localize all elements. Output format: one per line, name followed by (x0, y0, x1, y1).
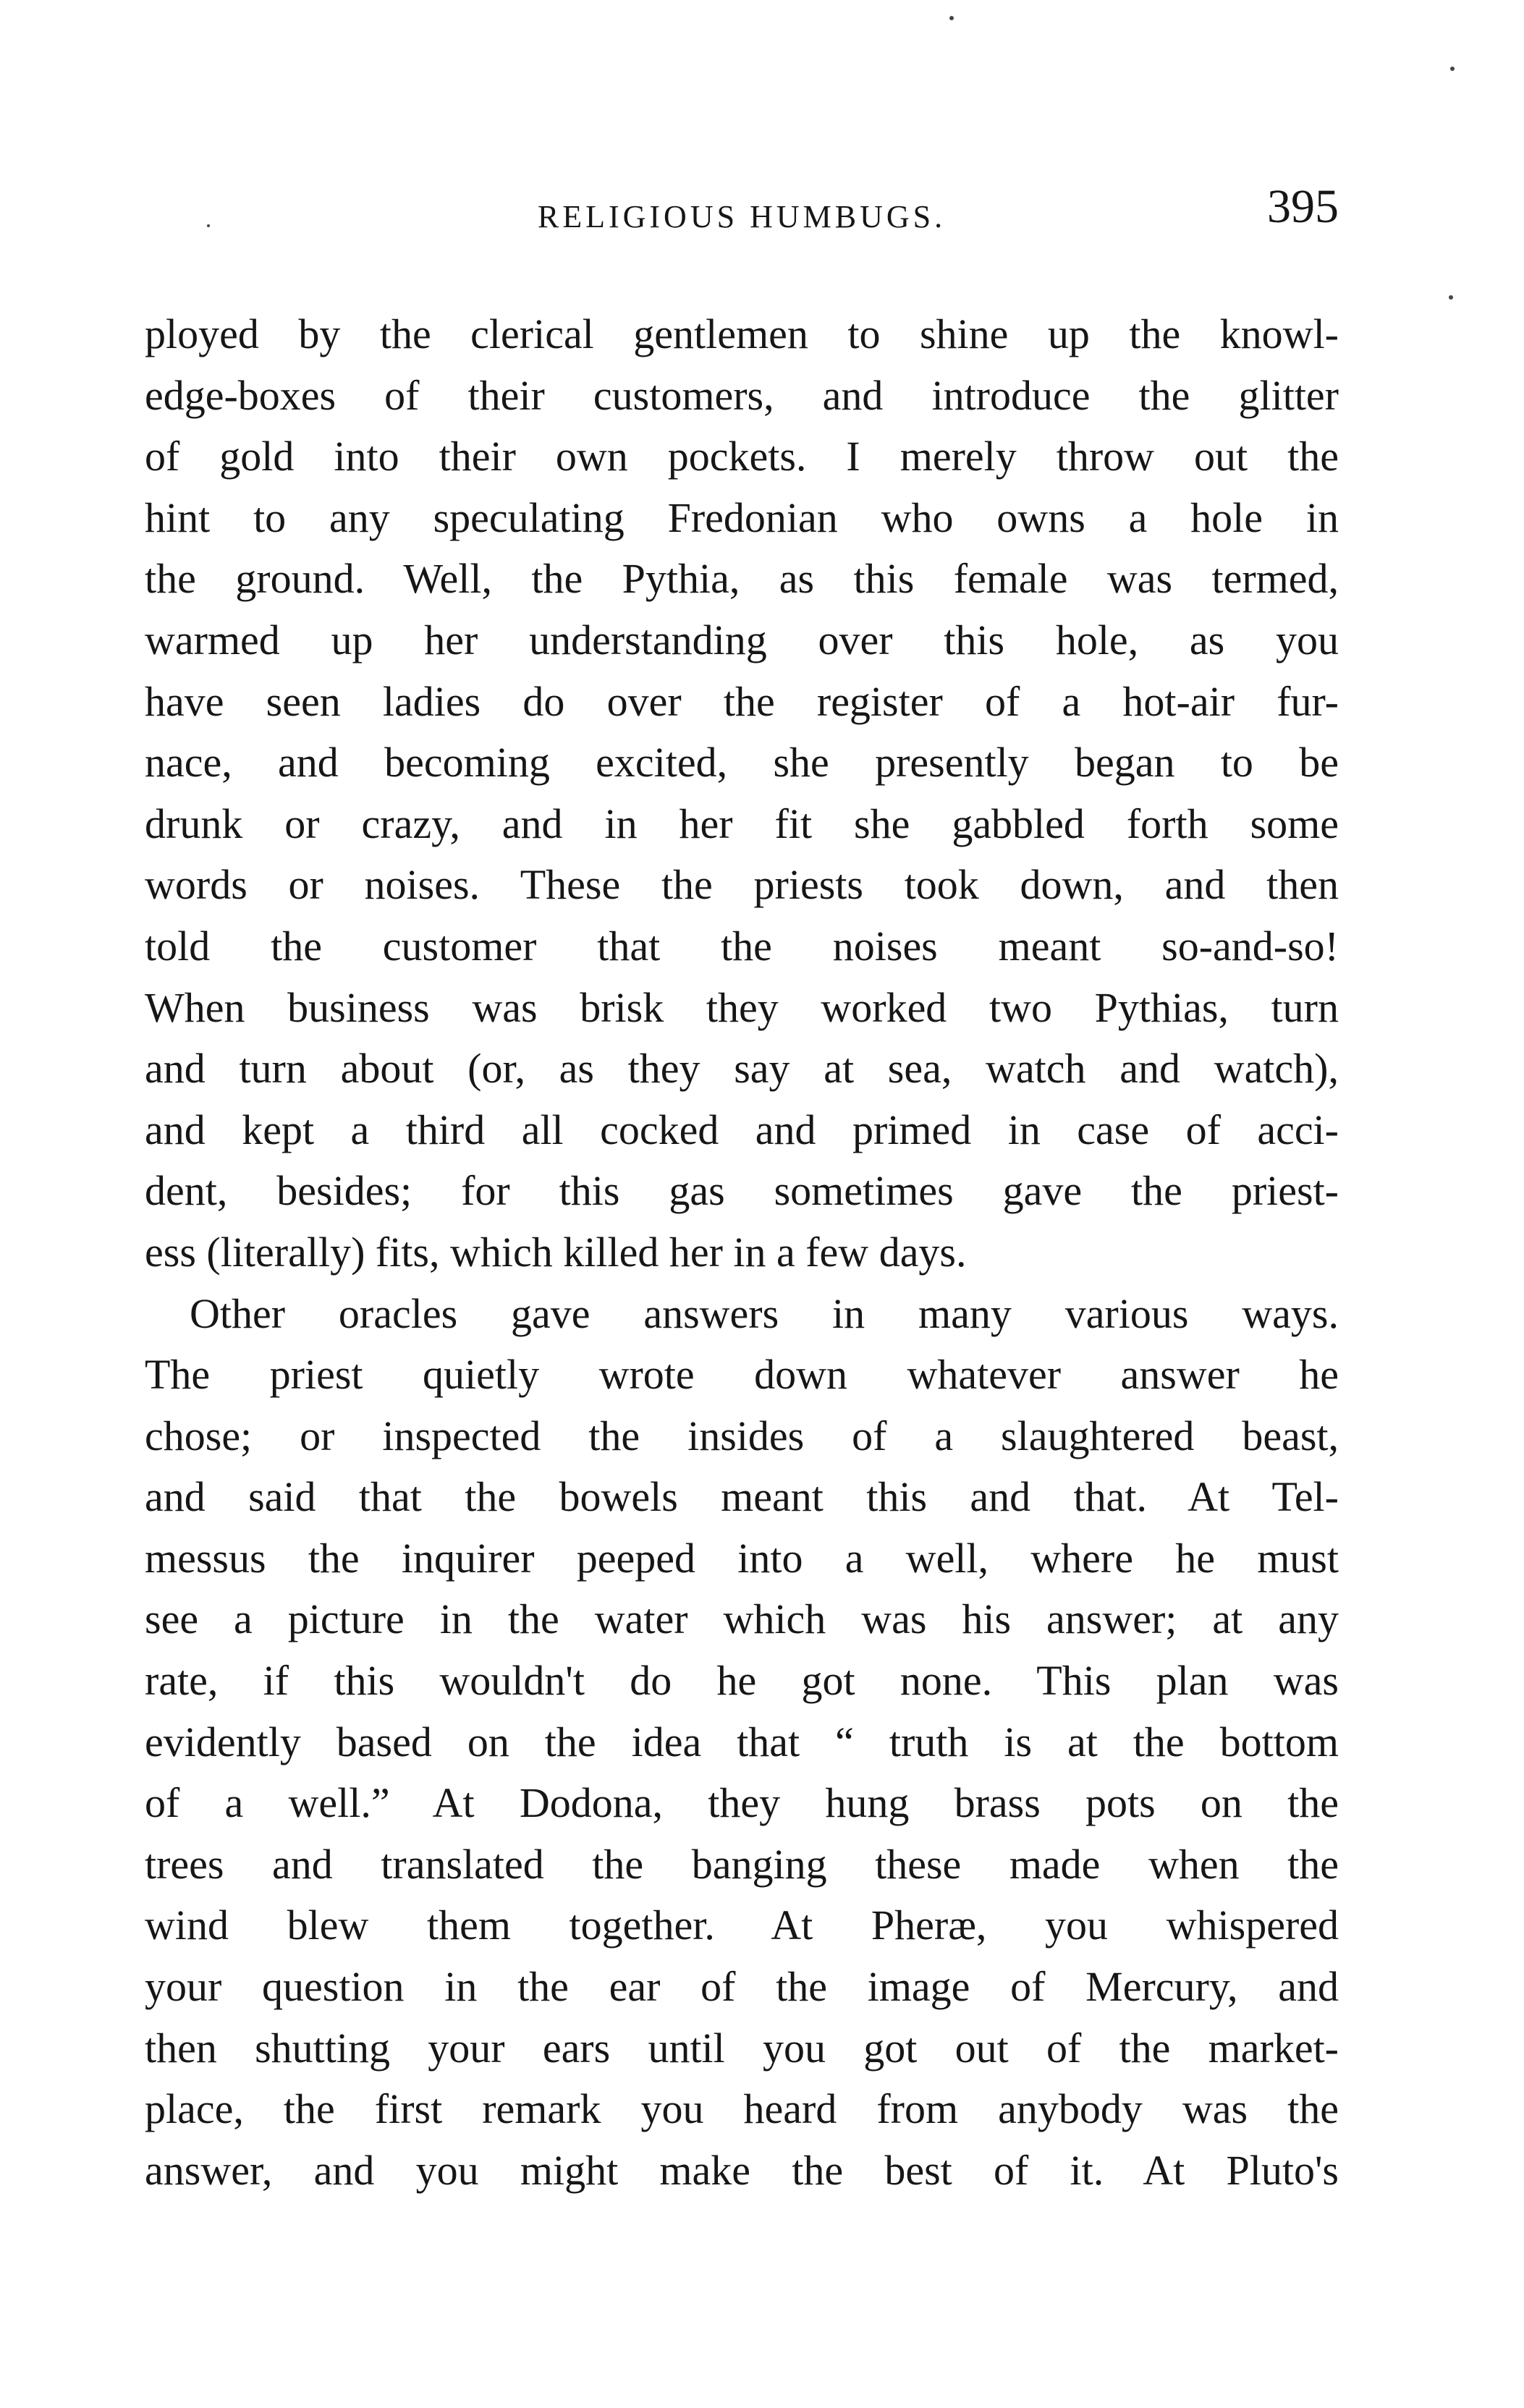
text-line: wind blew them together. At Pheræ, you whispered (145, 1902, 1339, 1949)
scan-speck (1449, 295, 1453, 300)
scan-speck (1450, 67, 1455, 71)
text-line: edge-boxes of their customers, and introduce the glitter (145, 371, 1339, 419)
text-line: hint to any speculating Fredonian who owns a hole in (145, 493, 1339, 541)
text-line: of a well.” At Dodona, they hung brass pots on the (145, 1779, 1339, 1827)
text-line: trees and translated the banging these made when the (145, 1840, 1339, 1888)
text-line: warmed up her understanding over this hole, as you (145, 616, 1339, 664)
text-line: ployed by the clerical gentlemen to shine up the knowl- (145, 310, 1339, 357)
text-line: answer, and you might make the best of it. At Pluto's (145, 2146, 1339, 2194)
text-line: of gold into their own pockets. I merely throw out the (145, 433, 1339, 480)
page-header (145, 179, 1339, 245)
text-line: drunk or crazy, and in her fit she gabbled forth some (145, 800, 1339, 847)
text-line: see a picture in the water which was his answer; at any (145, 1595, 1339, 1643)
text-line: words or noises. These the priests took down, and then (145, 861, 1339, 909)
body-text (145, 304, 1339, 2201)
running-title: RELIGIOUS HUMBUGS. (537, 199, 947, 234)
text-line: and kept a third all cocked and primed in case of acci- (145, 1106, 1339, 1153)
text-line: place, the first remark you heard from anybody was the (145, 2085, 1339, 2133)
scan-speck (949, 16, 954, 20)
text-line: evidently based on the idea that “ truth is at the bottom (145, 1718, 1339, 1765)
text-line: messus the inquirer peeped into a well, where he must (145, 1534, 1339, 1582)
paragraph-end-line: ess (literally) fits, which killed her in a few days. (145, 1228, 967, 1276)
text-line: When business was brisk they worked two Pythias, turn (145, 983, 1339, 1031)
text-line: chose; or inspected the insides of a slaughtered beast, (145, 1412, 1339, 1459)
paragraph-start-line: Other oracles gave answers in many various ways. (190, 1289, 1339, 1337)
page-number: 395 (1267, 180, 1339, 233)
text-line: your question in the ear of the image of Mercury, and (145, 1963, 1339, 2011)
text-line: and turn about (or, as they say at sea, watch and watch), (145, 1045, 1339, 1093)
text-line: and said that the bowels meant this and that. At Tel- (145, 1473, 1339, 1521)
text-line: The priest quietly wrote down whatever answer he (145, 1351, 1339, 1399)
text-line: the ground. Well, the Pythia, as this female was termed, (145, 555, 1339, 603)
scan-speck (207, 224, 210, 227)
text-line: told the customer that the noises meant so-and-so! (145, 922, 1339, 970)
text-line: rate, if this wouldn't do he got none. This plan was (145, 1657, 1339, 1705)
text-line: nace, and becoming excited, she presently began to be (145, 739, 1339, 787)
text-line: have seen ladies do over the register of a hot-air fur- (145, 677, 1339, 725)
text-line: then shutting your ears until you got out of the market- (145, 2024, 1339, 2072)
text-line: dent, besides; for this gas sometimes gave the priest- (145, 1167, 1339, 1215)
